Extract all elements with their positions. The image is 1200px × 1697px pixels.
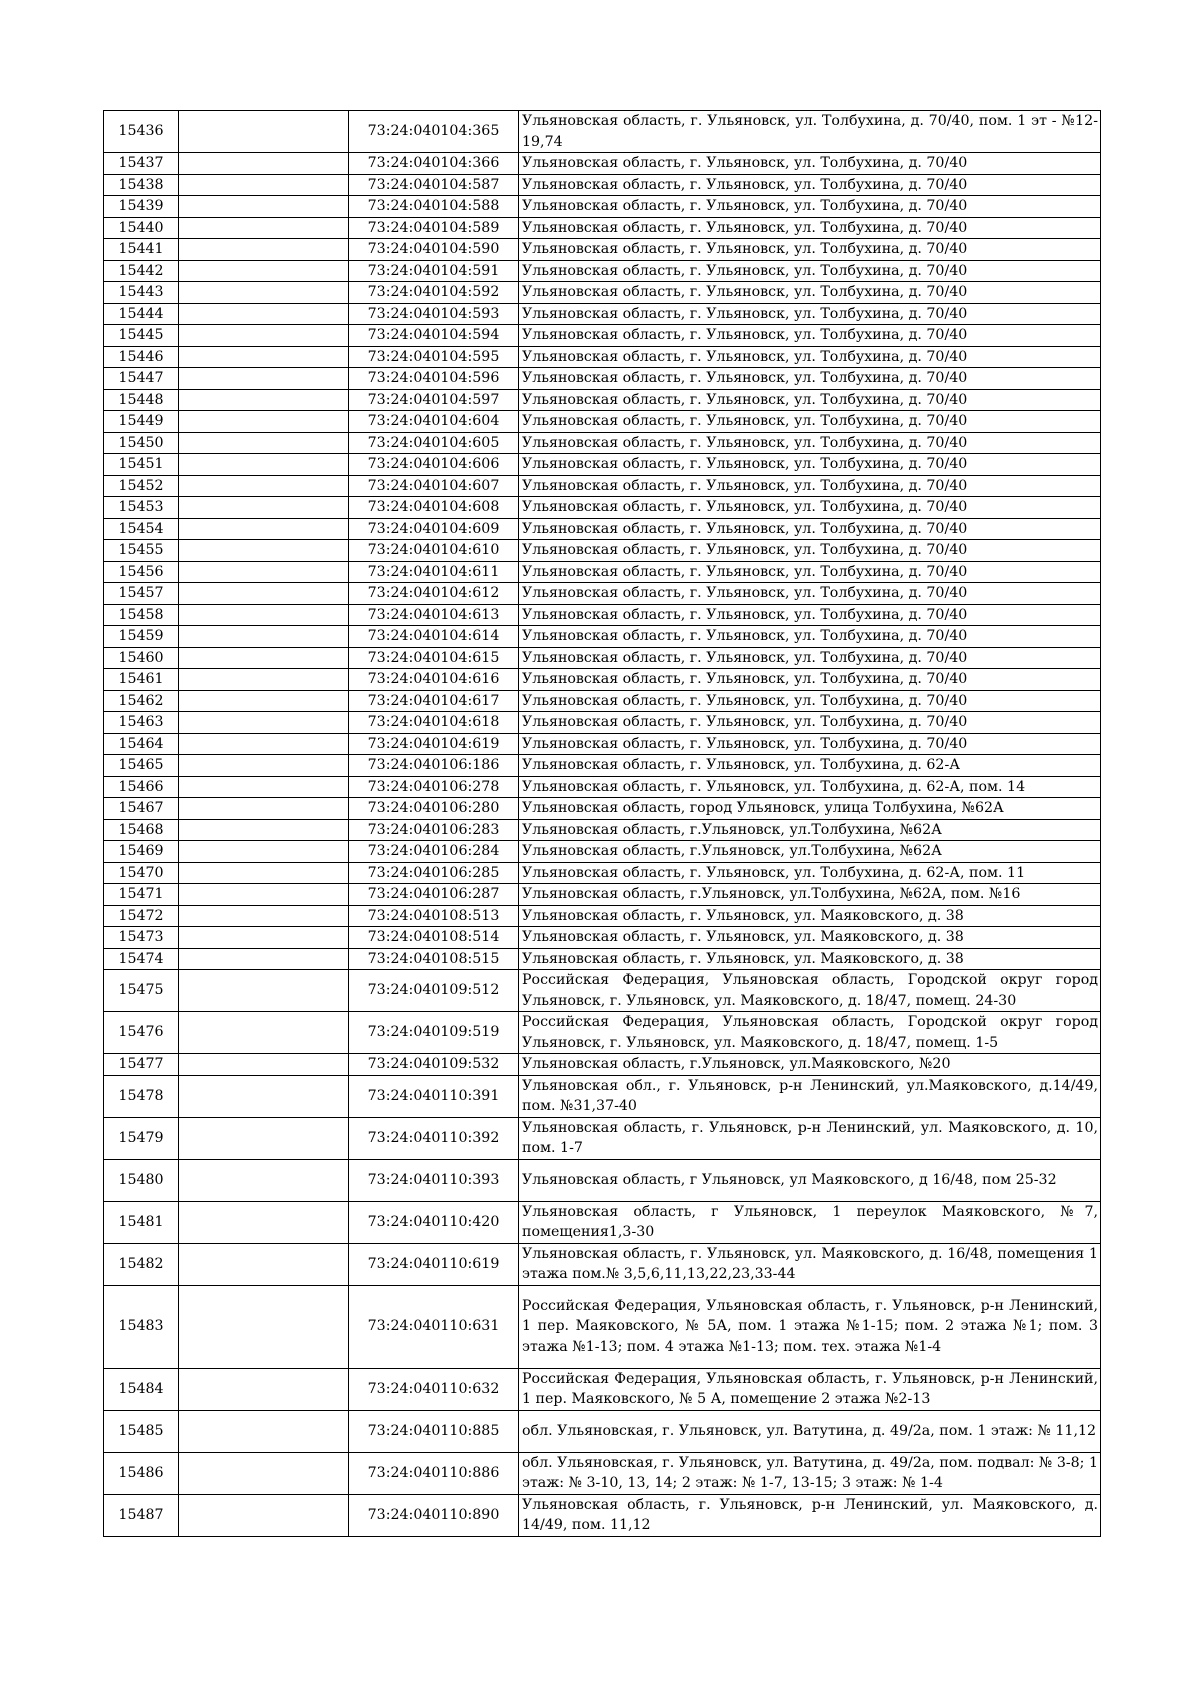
address-cell: Ульяновская область, г. Ульяновск, ул. Толбухина, д. 70/40 xyxy=(519,733,1101,755)
row-number-cell: 15462 xyxy=(104,690,179,712)
cadastral-number-cell: 73:24:040104:593 xyxy=(349,303,519,325)
address-cell: Ульяновская область, г. Ульяновск, ул. Толбухина, д. 70/40 xyxy=(519,669,1101,691)
table-row xyxy=(104,411,1101,433)
row-number-cell: 15441 xyxy=(104,239,179,261)
address-cell: Ульяновская область, г. Ульяновск, р-н Ленинский, ул. Маяковского, д. 14/49, пом. 11,12 xyxy=(519,1494,1101,1536)
table-row xyxy=(104,1410,1101,1452)
empty-cell xyxy=(179,411,349,433)
table-row xyxy=(104,862,1101,884)
empty-cell xyxy=(179,647,349,669)
address-cell: Ульяновская область, г. Ульяновск, ул. Толбухина, д. 70/40 xyxy=(519,712,1101,734)
table-row xyxy=(104,948,1101,970)
table-row xyxy=(104,884,1101,906)
address-cell: Ульяновская область, г.Ульяновск, ул.Толбухина, №62А xyxy=(519,819,1101,841)
table-row xyxy=(104,970,1101,1012)
cadastral-number-cell: 73:24:040104:609 xyxy=(349,518,519,540)
row-number-cell: 15487 xyxy=(104,1494,179,1536)
cadastral-number-cell: 73:24:040104:618 xyxy=(349,712,519,734)
empty-cell xyxy=(179,153,349,175)
empty-cell xyxy=(179,239,349,261)
row-number-cell: 15443 xyxy=(104,282,179,304)
table-row xyxy=(104,282,1101,304)
cadastral-number-cell: 73:24:040104:595 xyxy=(349,346,519,368)
address-cell: Ульяновская область, г. Ульяновск, ул. Толбухина, д. 70/40 xyxy=(519,217,1101,239)
cadastral-number-cell: 73:24:040110:619 xyxy=(349,1243,519,1285)
address-cell: Ульяновская область, г. Ульяновск, ул. Толбухина, д. 70/40 xyxy=(519,497,1101,519)
empty-cell xyxy=(179,1494,349,1536)
row-number-cell: 15479 xyxy=(104,1117,179,1159)
row-number-cell: 15437 xyxy=(104,153,179,175)
row-number-cell: 15481 xyxy=(104,1201,179,1243)
table-row xyxy=(104,1159,1101,1201)
address-cell: Ульяновская область, г. Ульяновск, р-н Ленинский, ул. Маяковского, д. 10, пом. 1-7 xyxy=(519,1117,1101,1159)
address-cell: обл. Ульяновская, г. Ульяновск, ул. Ватутина, д. 49/2а, пом. подвал: № 3-8; 1 этаж: № 3-10, 13, 14; 2 этаж: № 1-7, 13-15; 3 этаж: № 1-4 xyxy=(519,1452,1101,1494)
table-row xyxy=(104,260,1101,282)
cadastral-number-cell: 73:24:040104:616 xyxy=(349,669,519,691)
cadastral-number-cell: 73:24:040106:284 xyxy=(349,841,519,863)
row-number-cell: 15483 xyxy=(104,1285,179,1368)
address-cell: Ульяновская область, г. Ульяновск, ул. Толбухина, д. 70/40 xyxy=(519,303,1101,325)
empty-cell xyxy=(179,884,349,906)
table-row xyxy=(104,111,1101,153)
address-cell: Ульяновская область, г. Ульяновск, ул. Толбухина, д. 70/40 xyxy=(519,690,1101,712)
empty-cell xyxy=(179,260,349,282)
table-row xyxy=(104,905,1101,927)
cadastral-number-cell: 73:24:040104:590 xyxy=(349,239,519,261)
empty-cell xyxy=(179,604,349,626)
address-cell: Ульяновская область, г. Ульяновск, ул. Маяковского, д. 38 xyxy=(519,905,1101,927)
row-number-cell: 15478 xyxy=(104,1075,179,1117)
cadastral-number-cell: 73:24:040110:885 xyxy=(349,1410,519,1452)
address-cell: Ульяновская область, г. Ульяновск, ул. Толбухина, д. 70/40 xyxy=(519,174,1101,196)
address-cell: Ульяновская область, г.Ульяновск, ул.Маяковского, №20 xyxy=(519,1054,1101,1076)
address-cell: Ульяновская обл., г. Ульяновск, р-н Ленинский, ул.Маяковского, д.14/49, пом. №31,37-40 xyxy=(519,1075,1101,1117)
table-row xyxy=(104,1285,1101,1368)
cadastral-number-cell: 73:24:040110:392 xyxy=(349,1117,519,1159)
row-number-cell: 15463 xyxy=(104,712,179,734)
empty-cell xyxy=(179,905,349,927)
cadastral-number-cell: 73:24:040104:612 xyxy=(349,583,519,605)
table-row xyxy=(104,518,1101,540)
table-row xyxy=(104,712,1101,734)
empty-cell xyxy=(179,475,349,497)
address-cell: Российская Федерация, Ульяновская область, г. Ульяновск, р-н Ленинский, 1 пер. Маяковского, № 5А, пом. 1 этажа №1-15; пом. 2 этажа №1; пом. 3 этажа №1-13; пом. 4 этажа №1-13; пом. тех. этажа №1-4 xyxy=(519,1285,1101,1368)
empty-cell xyxy=(179,454,349,476)
table-row xyxy=(104,368,1101,390)
row-number-cell: 15472 xyxy=(104,905,179,927)
address-cell: Ульяновская область, г. Ульяновск, ул. Толбухина, д. 70/40 xyxy=(519,346,1101,368)
row-number-cell: 15475 xyxy=(104,970,179,1012)
row-number-cell: 15446 xyxy=(104,346,179,368)
address-cell: Ульяновская область, г. Ульяновск, ул. Толбухина, д. 70/40 xyxy=(519,432,1101,454)
row-number-cell: 15459 xyxy=(104,626,179,648)
row-number-cell: 15449 xyxy=(104,411,179,433)
empty-cell xyxy=(179,1410,349,1452)
empty-cell xyxy=(179,970,349,1012)
table-row xyxy=(104,325,1101,347)
cadastral-number-cell: 73:24:040104:589 xyxy=(349,217,519,239)
empty-cell xyxy=(179,1201,349,1243)
empty-cell xyxy=(179,540,349,562)
row-number-cell: 15477 xyxy=(104,1054,179,1076)
empty-cell xyxy=(179,862,349,884)
table-row xyxy=(104,1368,1101,1410)
row-number-cell: 15450 xyxy=(104,432,179,454)
address-cell: Российская Федерация, Ульяновская область, г. Ульяновск, р-н Ленинский, 1 пер. Маяковского, № 5 А, помещение 2 этажа №2-13 xyxy=(519,1368,1101,1410)
cadastral-number-cell: 73:24:040104:606 xyxy=(349,454,519,476)
table-row xyxy=(104,389,1101,411)
address-cell: Ульяновская область, г. Ульяновск, ул. Толбухина, д. 62-А, пом. 14 xyxy=(519,776,1101,798)
table-row xyxy=(104,776,1101,798)
row-number-cell: 15471 xyxy=(104,884,179,906)
empty-cell xyxy=(179,368,349,390)
cadastral-number-cell: 73:24:040104:614 xyxy=(349,626,519,648)
row-number-cell: 15436 xyxy=(104,111,179,153)
cadastral-number-cell: 73:24:040104:596 xyxy=(349,368,519,390)
table-row xyxy=(104,1012,1101,1054)
empty-cell xyxy=(179,282,349,304)
table-row xyxy=(104,196,1101,218)
cadastral-number-cell: 73:24:040106:283 xyxy=(349,819,519,841)
table-row xyxy=(104,1243,1101,1285)
address-cell: Ульяновская область, г. Ульяновск, ул. Толбухина, д. 70/40, пом. 1 эт - №12-19,74 xyxy=(519,111,1101,153)
row-number-cell: 15444 xyxy=(104,303,179,325)
table-row xyxy=(104,1054,1101,1076)
row-number-cell: 15451 xyxy=(104,454,179,476)
row-number-cell: 15452 xyxy=(104,475,179,497)
cadastral-number-cell: 73:24:040106:287 xyxy=(349,884,519,906)
empty-cell xyxy=(179,1117,349,1159)
empty-cell xyxy=(179,819,349,841)
cadastral-number-cell: 73:24:040106:278 xyxy=(349,776,519,798)
cadastral-number-cell: 73:24:040104:366 xyxy=(349,153,519,175)
empty-cell xyxy=(179,1159,349,1201)
empty-cell xyxy=(179,733,349,755)
address-cell: обл. Ульяновская, г. Ульяновск, ул. Ватутина, д. 49/2а, пом. 1 этаж: № 11,12 xyxy=(519,1410,1101,1452)
address-cell: Ульяновская область, г. Ульяновск, ул. Толбухина, д. 70/40 xyxy=(519,260,1101,282)
address-cell: Ульяновская область, г. Ульяновск, ул. Толбухина, д. 62-А, пом. 11 xyxy=(519,862,1101,884)
address-cell: Ульяновская область, г.Ульяновск, ул.Толбухина, №62А xyxy=(519,841,1101,863)
cadastral-number-cell: 73:24:040104:611 xyxy=(349,561,519,583)
address-cell: Ульяновская область, г. Ульяновск, ул. Толбухина, д. 62-А xyxy=(519,755,1101,777)
empty-cell xyxy=(179,325,349,347)
cadastral-number-cell: 73:24:040104:605 xyxy=(349,432,519,454)
address-cell: Ульяновская область, г. Ульяновск, ул. Толбухина, д. 70/40 xyxy=(519,518,1101,540)
address-cell: Ульяновская область, г. Ульяновск, ул. Толбухина, д. 70/40 xyxy=(519,561,1101,583)
empty-cell xyxy=(179,1012,349,1054)
table-body xyxy=(104,111,1101,1537)
row-number-cell: 15486 xyxy=(104,1452,179,1494)
empty-cell xyxy=(179,669,349,691)
row-number-cell: 15480 xyxy=(104,1159,179,1201)
cadastral-number-cell: 73:24:040109:532 xyxy=(349,1054,519,1076)
cadastral-number-cell: 73:24:040104:587 xyxy=(349,174,519,196)
table-row xyxy=(104,454,1101,476)
address-cell: Ульяновская область, г.Ульяновск, ул.Толбухина, №62А, пом. №16 xyxy=(519,884,1101,906)
address-cell: Ульяновская область, г. Ульяновск, ул. Толбухина, д. 70/40 xyxy=(519,583,1101,605)
row-number-cell: 15469 xyxy=(104,841,179,863)
address-cell: Ульяновская область, г. Ульяновск, ул. Толбухина, д. 70/40 xyxy=(519,196,1101,218)
address-cell: Ульяновская область, г. Ульяновск, ул. Маяковского, д. 38 xyxy=(519,927,1101,949)
table-row xyxy=(104,1494,1101,1536)
table-row xyxy=(104,346,1101,368)
empty-cell xyxy=(179,346,349,368)
table-row xyxy=(104,1452,1101,1494)
table-row xyxy=(104,475,1101,497)
row-number-cell: 15468 xyxy=(104,819,179,841)
table-row xyxy=(104,153,1101,175)
table-row xyxy=(104,647,1101,669)
address-cell: Ульяновская область, г. Ульяновск, ул. Толбухина, д. 70/40 xyxy=(519,282,1101,304)
cadastral-number-cell: 73:24:040108:514 xyxy=(349,927,519,949)
cadastral-number-cell: 73:24:040104:610 xyxy=(349,540,519,562)
empty-cell xyxy=(179,196,349,218)
empty-cell xyxy=(179,798,349,820)
table-row xyxy=(104,239,1101,261)
cadastral-number-cell: 73:24:040104:607 xyxy=(349,475,519,497)
cadastral-number-cell: 73:24:040110:631 xyxy=(349,1285,519,1368)
address-cell: Российская Федерация, Ульяновская область, Городской округ город Ульяновск, г. Ульяновск, ул. Маяковского, д. 18/47, помещ. 24-30 xyxy=(519,970,1101,1012)
address-cell: Ульяновская область, г. Ульяновск, ул. Толбухина, д. 70/40 xyxy=(519,153,1101,175)
cadastral-number-cell: 73:24:040110:393 xyxy=(349,1159,519,1201)
address-cell: Ульяновская область, г. Ульяновск, ул. Толбухина, д. 70/40 xyxy=(519,626,1101,648)
row-number-cell: 15445 xyxy=(104,325,179,347)
empty-cell xyxy=(179,1285,349,1368)
row-number-cell: 15454 xyxy=(104,518,179,540)
table-row xyxy=(104,174,1101,196)
row-number-cell: 15476 xyxy=(104,1012,179,1054)
empty-cell xyxy=(179,776,349,798)
cadastral-number-cell: 73:24:040104:597 xyxy=(349,389,519,411)
row-number-cell: 15467 xyxy=(104,798,179,820)
table-row xyxy=(104,1117,1101,1159)
cadastral-number-cell: 73:24:040104:592 xyxy=(349,282,519,304)
table-row xyxy=(104,841,1101,863)
cadastral-number-cell: 73:24:040106:285 xyxy=(349,862,519,884)
address-cell: Ульяновская область, г. Ульяновск, ул. Маяковского, д. 38 xyxy=(519,948,1101,970)
empty-cell xyxy=(179,303,349,325)
empty-cell xyxy=(179,712,349,734)
address-cell: Российская Федерация, Ульяновская область, Городской округ город Ульяновск, г. Ульяновск, ул. Маяковского, д. 18/47, помещ. 1-5 xyxy=(519,1012,1101,1054)
empty-cell xyxy=(179,497,349,519)
row-number-cell: 15465 xyxy=(104,755,179,777)
row-number-cell: 15484 xyxy=(104,1368,179,1410)
empty-cell xyxy=(179,927,349,949)
cadastral-number-cell: 73:24:040106:186 xyxy=(349,755,519,777)
empty-cell xyxy=(179,948,349,970)
row-number-cell: 15482 xyxy=(104,1243,179,1285)
cadastral-number-cell: 73:24:040104:594 xyxy=(349,325,519,347)
table-row xyxy=(104,217,1101,239)
row-number-cell: 15438 xyxy=(104,174,179,196)
row-number-cell: 15460 xyxy=(104,647,179,669)
row-number-cell: 15461 xyxy=(104,669,179,691)
cadastral-number-cell: 73:24:040110:890 xyxy=(349,1494,519,1536)
row-number-cell: 15470 xyxy=(104,862,179,884)
row-number-cell: 15439 xyxy=(104,196,179,218)
cadastral-number-cell: 73:24:040108:515 xyxy=(349,948,519,970)
registry-table xyxy=(103,110,1101,1537)
table-row xyxy=(104,1075,1101,1117)
cadastral-number-cell: 73:24:040109:512 xyxy=(349,970,519,1012)
empty-cell xyxy=(179,1368,349,1410)
cadastral-number-cell: 73:24:040110:391 xyxy=(349,1075,519,1117)
table-row xyxy=(104,669,1101,691)
empty-cell xyxy=(179,1075,349,1117)
empty-cell xyxy=(179,111,349,153)
empty-cell xyxy=(179,841,349,863)
address-cell: Ульяновская область, г Ульяновск, ул Маяковского, д 16/48, пом 25-32 xyxy=(519,1159,1101,1201)
cadastral-number-cell: 73:24:040104:619 xyxy=(349,733,519,755)
row-number-cell: 15466 xyxy=(104,776,179,798)
row-number-cell: 15464 xyxy=(104,733,179,755)
row-number-cell: 15442 xyxy=(104,260,179,282)
row-number-cell: 15455 xyxy=(104,540,179,562)
table-row xyxy=(104,733,1101,755)
empty-cell xyxy=(179,583,349,605)
cadastral-number-cell: 73:24:040108:513 xyxy=(349,905,519,927)
address-cell: Ульяновская область, г. Ульяновск, ул. Толбухина, д. 70/40 xyxy=(519,604,1101,626)
address-cell: Ульяновская область, г. Ульяновск, ул. Толбухина, д. 70/40 xyxy=(519,540,1101,562)
empty-cell xyxy=(179,690,349,712)
table-row xyxy=(104,583,1101,605)
cadastral-number-cell: 73:24:040106:280 xyxy=(349,798,519,820)
table-row xyxy=(104,626,1101,648)
table-row xyxy=(104,497,1101,519)
table-row xyxy=(104,798,1101,820)
address-cell: Ульяновская область, г. Ульяновск, ул. Маяковского, д. 16/48, помещения 1 этажа пом.№ 3,5,6,11,13,22,23,33-44 xyxy=(519,1243,1101,1285)
row-number-cell: 15473 xyxy=(104,927,179,949)
empty-cell xyxy=(179,432,349,454)
cadastral-number-cell: 73:24:040104:365 xyxy=(349,111,519,153)
address-cell: Ульяновская область, г. Ульяновск, ул. Толбухина, д. 70/40 xyxy=(519,411,1101,433)
cadastral-number-cell: 73:24:040104:588 xyxy=(349,196,519,218)
address-cell: Ульяновская область, г. Ульяновск, ул. Толбухина, д. 70/40 xyxy=(519,239,1101,261)
empty-cell xyxy=(179,561,349,583)
empty-cell xyxy=(179,518,349,540)
address-cell: Ульяновская область, г. Ульяновск, ул. Толбухина, д. 70/40 xyxy=(519,325,1101,347)
empty-cell xyxy=(179,1243,349,1285)
cadastral-number-cell: 73:24:040104:608 xyxy=(349,497,519,519)
row-number-cell: 15457 xyxy=(104,583,179,605)
row-number-cell: 15474 xyxy=(104,948,179,970)
empty-cell xyxy=(179,626,349,648)
table-row xyxy=(104,819,1101,841)
cadastral-number-cell: 73:24:040104:591 xyxy=(349,260,519,282)
empty-cell xyxy=(179,217,349,239)
address-cell: Ульяновская область, г Ульяновск, 1 переулок Маяковского, №7, помещения1,3-30 xyxy=(519,1201,1101,1243)
table-row xyxy=(104,1201,1101,1243)
empty-cell xyxy=(179,1452,349,1494)
row-number-cell: 15447 xyxy=(104,368,179,390)
empty-cell xyxy=(179,389,349,411)
cadastral-number-cell: 73:24:040110:632 xyxy=(349,1368,519,1410)
table-row xyxy=(104,432,1101,454)
address-cell: Ульяновская область, г. Ульяновск, ул. Толбухина, д. 70/40 xyxy=(519,454,1101,476)
cadastral-number-cell: 73:24:040110:420 xyxy=(349,1201,519,1243)
row-number-cell: 15485 xyxy=(104,1410,179,1452)
address-cell: Ульяновская область, г. Ульяновск, ул. Толбухина, д. 70/40 xyxy=(519,368,1101,390)
cadastral-number-cell: 73:24:040104:604 xyxy=(349,411,519,433)
row-number-cell: 15448 xyxy=(104,389,179,411)
table-row xyxy=(104,303,1101,325)
empty-cell xyxy=(179,1054,349,1076)
table-row xyxy=(104,690,1101,712)
cadastral-number-cell: 73:24:040110:886 xyxy=(349,1452,519,1494)
row-number-cell: 15440 xyxy=(104,217,179,239)
cadastral-number-cell: 73:24:040104:615 xyxy=(349,647,519,669)
row-number-cell: 15458 xyxy=(104,604,179,626)
address-cell: Ульяновская область, г. Ульяновск, ул. Толбухина, д. 70/40 xyxy=(519,475,1101,497)
table-row xyxy=(104,561,1101,583)
table-row xyxy=(104,540,1101,562)
address-cell: Ульяновская область, г. Ульяновск, ул. Толбухина, д. 70/40 xyxy=(519,647,1101,669)
row-number-cell: 15456 xyxy=(104,561,179,583)
cadastral-number-cell: 73:24:040109:519 xyxy=(349,1012,519,1054)
address-cell: Ульяновская область, город Ульяновск, улица Толбухина, №62А xyxy=(519,798,1101,820)
cadastral-number-cell: 73:24:040104:617 xyxy=(349,690,519,712)
table-row xyxy=(104,604,1101,626)
cadastral-number-cell: 73:24:040104:613 xyxy=(349,604,519,626)
empty-cell xyxy=(179,755,349,777)
table-row xyxy=(104,755,1101,777)
table-row xyxy=(104,927,1101,949)
address-cell: Ульяновская область, г. Ульяновск, ул. Толбухина, д. 70/40 xyxy=(519,389,1101,411)
row-number-cell: 15453 xyxy=(104,497,179,519)
empty-cell xyxy=(179,174,349,196)
